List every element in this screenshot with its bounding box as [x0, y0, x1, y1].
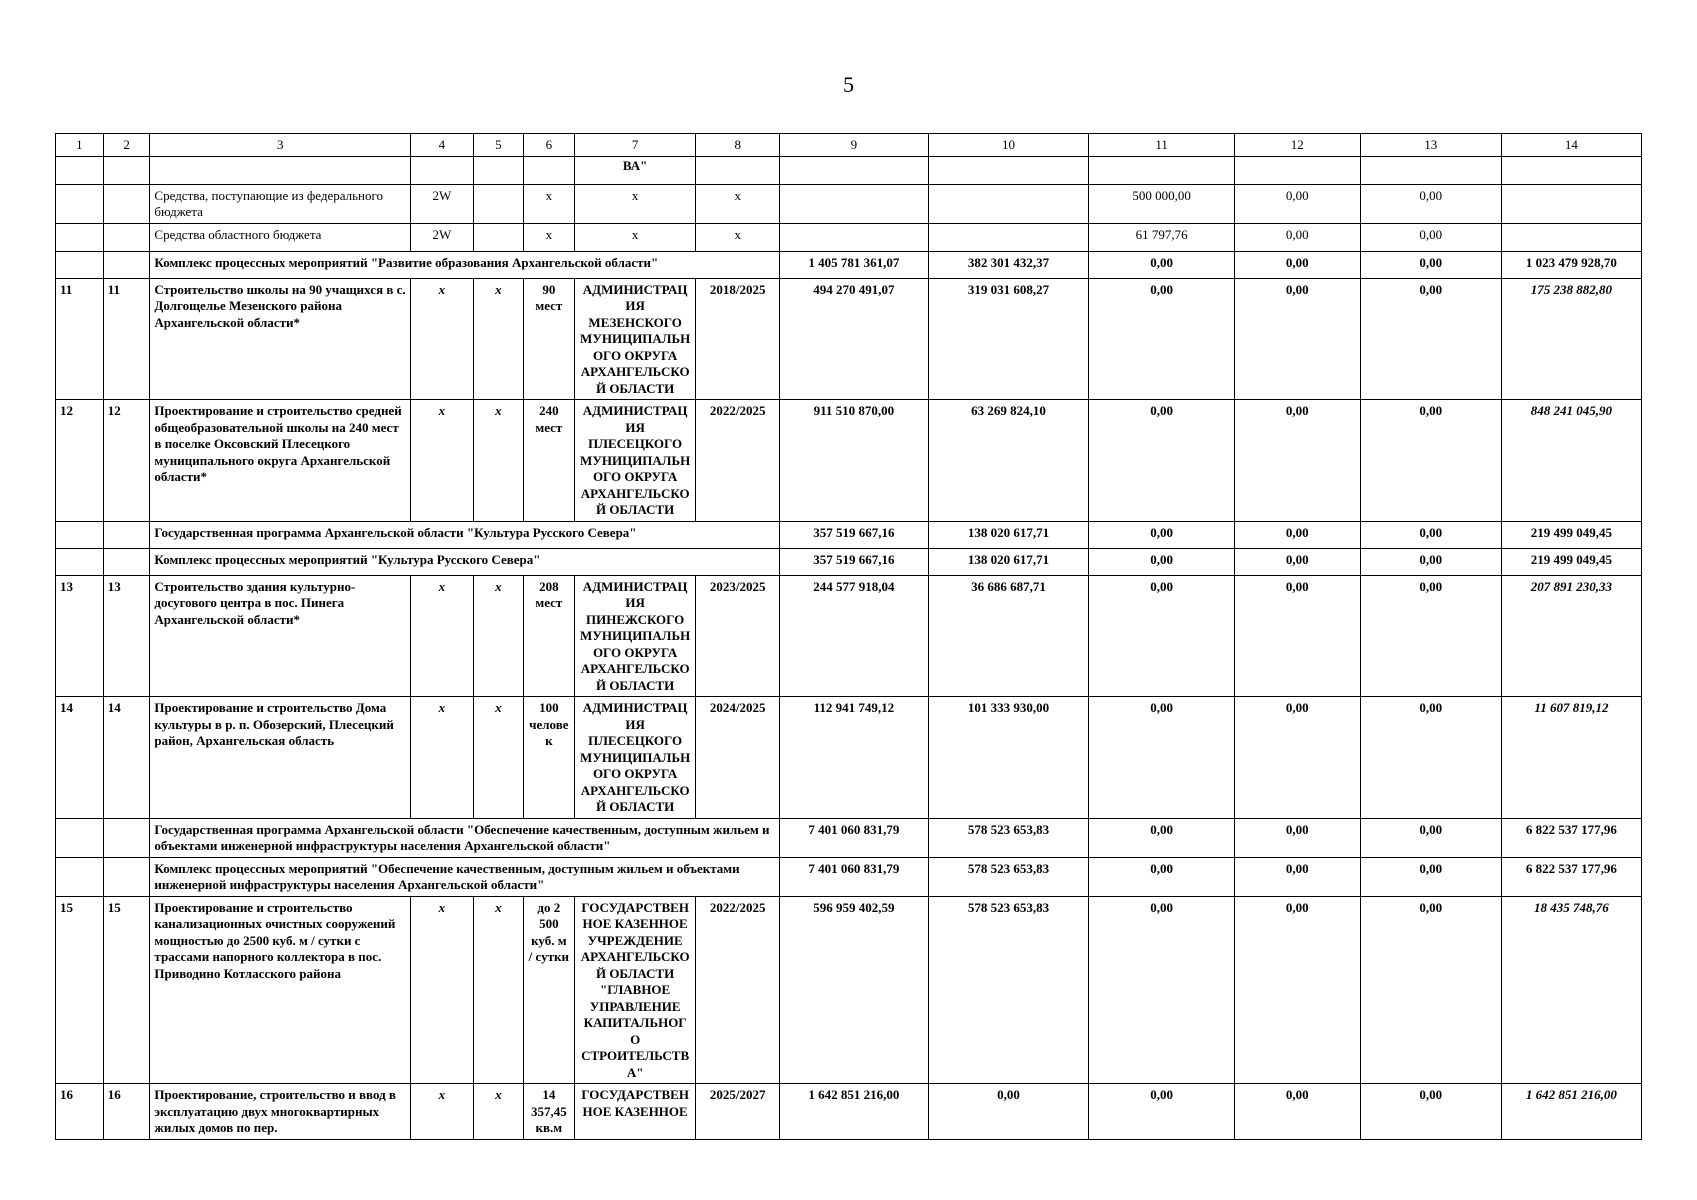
amount-cell: 0,00	[1089, 857, 1234, 896]
cell	[103, 184, 150, 223]
row-number: 11	[56, 278, 104, 400]
cell	[103, 223, 150, 251]
object-name: Строительство здания культурно-досугового центра в пос. Пинега Архангельской области*	[150, 575, 411, 697]
amount-cell: 138 020 617,71	[928, 548, 1089, 575]
table-row	[56, 400, 1642, 522]
amount-cell: 0,00	[1360, 184, 1501, 223]
cell	[1501, 223, 1641, 251]
cell	[780, 156, 929, 184]
group-title: Комплекс процессных мероприятий "Развитие образования Архангельской области"	[150, 251, 780, 278]
table-row-group	[56, 818, 1642, 857]
amount-cell: 357 519 667,16	[780, 548, 929, 575]
amount-cell: 0,00	[1234, 896, 1360, 1084]
col-header-4: 4	[410, 134, 473, 157]
cell	[1234, 156, 1360, 184]
amount-cell: 63 269 824,10	[928, 400, 1089, 522]
amount-cell: 1 642 851 216,00	[780, 1084, 929, 1140]
amount-cell: 18 435 748,76	[1501, 896, 1641, 1084]
cell	[473, 184, 523, 223]
code-cell: х	[473, 575, 523, 697]
amount-cell: 0,00	[1234, 521, 1360, 548]
period-cell: 2022/2025	[696, 400, 780, 522]
table-row	[56, 156, 1642, 184]
cell	[696, 156, 780, 184]
code-cell: 2W	[410, 223, 473, 251]
amount-cell: 0,00	[1360, 896, 1501, 1084]
period-cell: 2023/2025	[696, 575, 780, 697]
object-name: Проектирование и строительство Дома культуры в р. п. Обозерский, Плесецкий район, Архангельская область	[150, 697, 411, 819]
row-number: 15	[103, 896, 150, 1084]
code-cell: х	[410, 575, 473, 697]
amount-cell: 0,00	[1234, 400, 1360, 522]
amount-cell: 578 523 653,83	[928, 857, 1089, 896]
table-row	[56, 575, 1642, 697]
col-header-13: 13	[1360, 134, 1501, 157]
code-cell: х	[410, 278, 473, 400]
amount-cell: 0,00	[928, 1084, 1089, 1140]
amount-cell: 578 523 653,83	[928, 818, 1089, 857]
capacity-cell: 100 человек	[523, 697, 574, 819]
amount-cell: 0,00	[1089, 521, 1234, 548]
cell	[103, 818, 150, 857]
table-row	[56, 896, 1642, 1084]
object-name: Строительство школы на 90 учащихся в с. Долгощелье Мезенского района Архангельской области*	[150, 278, 411, 400]
code-cell: х	[473, 896, 523, 1084]
cell	[150, 156, 411, 184]
cell	[473, 156, 523, 184]
group-title: Государственная программа Архангельской области "Культура Русского Севера"	[150, 521, 780, 548]
capacity-cell: до 2 500 куб. м / сутки	[523, 896, 574, 1084]
row-number: 12	[56, 400, 104, 522]
period-cell: х	[696, 184, 780, 223]
cell	[1360, 156, 1501, 184]
col-header-6: 6	[523, 134, 574, 157]
code-cell: х	[473, 400, 523, 522]
cell	[473, 223, 523, 251]
table-row-group	[56, 548, 1642, 575]
code-cell: х	[410, 400, 473, 522]
row-number: 11	[103, 278, 150, 400]
group-title: Комплекс процессных мероприятий "Культура Русского Севера"	[150, 548, 780, 575]
source-name: Средства областного бюджета	[150, 223, 411, 251]
cell	[1501, 156, 1641, 184]
amount-cell: 1 023 479 928,70	[1501, 251, 1641, 278]
object-name: Проектирование и строительство средней общеобразовательной школы на 240 мест в поселке Оксовский Плесецкого муниципального округа Архангельской области*	[150, 400, 411, 522]
group-title: Комплекс процессных мероприятий "Обеспечение качественным, доступным жильем и объектами инженерной инфраструктуры населения Архангельской области"	[150, 857, 780, 896]
amount-cell: 0,00	[1089, 548, 1234, 575]
amount-cell: 0,00	[1234, 857, 1360, 896]
row-number: 13	[103, 575, 150, 697]
responsible-cell: АДМИНИСТРАЦИЯ ПЛЕСЕЦКОГО МУНИЦИПАЛЬНОГО ОКРУГА АРХАНГЕЛЬСКОЙ ОБЛАСТИ	[574, 400, 696, 522]
amount-cell: 911 510 870,00	[780, 400, 929, 522]
amount-cell: 0,00	[1360, 575, 1501, 697]
amount-cell: 101 333 930,00	[928, 697, 1089, 819]
amount-cell: 0,00	[1234, 575, 1360, 697]
amount-cell: 7 401 060 831,79	[780, 818, 929, 857]
period-cell: 2018/2025	[696, 278, 780, 400]
cell	[780, 223, 929, 251]
col-header-12: 12	[1234, 134, 1360, 157]
amount-cell: 319 031 608,27	[928, 278, 1089, 400]
period-cell: х	[696, 223, 780, 251]
cell	[56, 521, 104, 548]
responsible-cell: АДМИНИСТРАЦИЯ ПЛЕСЕЦКОГО МУНИЦИПАЛЬНОГО ОКРУГА АРХАНГЕЛЬСКОЙ ОБЛАСТИ	[574, 697, 696, 819]
cell	[928, 223, 1089, 251]
capacity-cell: 14 357,45 кв.м	[523, 1084, 574, 1140]
col-header-10: 10	[928, 134, 1089, 157]
cell	[410, 156, 473, 184]
code-cell: 2W	[410, 184, 473, 223]
row-number: 16	[103, 1084, 150, 1140]
cell	[103, 156, 150, 184]
amount-cell: 0,00	[1360, 548, 1501, 575]
table-row	[56, 278, 1642, 400]
code-cell: х	[410, 697, 473, 819]
amount-cell: 0,00	[1234, 1084, 1360, 1140]
amount-cell: 0,00	[1089, 278, 1234, 400]
cell	[56, 156, 104, 184]
amount-cell: 1 642 851 216,00	[1501, 1084, 1641, 1140]
code-cell: х	[473, 1084, 523, 1140]
amount-cell: 219 499 049,45	[1501, 548, 1641, 575]
col-header-9: 9	[780, 134, 929, 157]
cell	[56, 857, 104, 896]
cell	[56, 818, 104, 857]
row-number: 13	[56, 575, 104, 697]
row-number: 16	[56, 1084, 104, 1140]
amount-cell: 0,00	[1089, 896, 1234, 1084]
amount-cell: 0,00	[1089, 818, 1234, 857]
amount-cell: 0,00	[1089, 697, 1234, 819]
responsible-cell: ГОСУДАРСТВЕННОЕ КАЗЕННОЕ УЧРЕЖДЕНИЕ АРХАНГЕЛЬСКОЙ ОБЛАСТИ "ГЛАВНОЕ УПРАВЛЕНИЕ КАПИТАЛЬНОГО СТРОИТЕЛЬСТВА"	[574, 896, 696, 1084]
amount-cell: 6 822 537 177,96	[1501, 818, 1641, 857]
col-header-11: 11	[1089, 134, 1234, 157]
object-name: Проектирование, строительство и ввод в эксплуатацию двух многоквартирных жилых домов по пер.	[150, 1084, 411, 1140]
amount-cell: 494 270 491,07	[780, 278, 929, 400]
col-header-5: 5	[473, 134, 523, 157]
amount-cell: 0,00	[1234, 251, 1360, 278]
amount-cell: 1 405 781 361,07	[780, 251, 929, 278]
period-cell: 2024/2025	[696, 697, 780, 819]
table-row	[56, 184, 1642, 223]
cell	[928, 156, 1089, 184]
amount-cell: 244 577 918,04	[780, 575, 929, 697]
col-header-8: 8	[696, 134, 780, 157]
amount-cell: 0,00	[1360, 278, 1501, 400]
responsible-cell: х	[574, 223, 696, 251]
group-title: Государственная программа Архангельской области "Обеспечение качественным, доступным жильем и объектами инженерной инфраструктуры населения Архангельской области"	[150, 818, 780, 857]
amount-cell: 0,00	[1089, 251, 1234, 278]
capacity-cell: 208 мест	[523, 575, 574, 697]
period-cell: 2025/2027	[696, 1084, 780, 1140]
responsible-cell: ВА"	[574, 156, 696, 184]
table-row	[56, 223, 1642, 251]
amount-cell: 0,00	[1360, 223, 1501, 251]
period-cell: 2022/2025	[696, 896, 780, 1084]
amount-cell: 382 301 432,37	[928, 251, 1089, 278]
amount-cell: 175 238 882,80	[1501, 278, 1641, 400]
amount-cell: 0,00	[1089, 400, 1234, 522]
code-cell: х	[473, 697, 523, 819]
amount-cell: 0,00	[1360, 697, 1501, 819]
table-row-group	[56, 521, 1642, 548]
amount-cell: 0,00	[1360, 1084, 1501, 1140]
table-row	[56, 697, 1642, 819]
amount-cell: 138 020 617,71	[928, 521, 1089, 548]
amount-cell: 0,00	[1360, 251, 1501, 278]
col-header-2: 2	[103, 134, 150, 157]
cell	[523, 156, 574, 184]
cell	[103, 251, 150, 278]
amount-cell: 357 519 667,16	[780, 521, 929, 548]
amount-cell: 0,00	[1234, 697, 1360, 819]
amount-cell: 6 822 537 177,96	[1501, 857, 1641, 896]
amount-cell: 36 686 687,71	[928, 575, 1089, 697]
col-header-3: 3	[150, 134, 411, 157]
cell	[56, 548, 104, 575]
amount-cell: 596 959 402,59	[780, 896, 929, 1084]
amount-cell: 0,00	[1089, 575, 1234, 697]
cell	[1089, 156, 1234, 184]
code-cell: х	[410, 896, 473, 1084]
row-number: 12	[103, 400, 150, 522]
amount-cell: 0,00	[1089, 1084, 1234, 1140]
cell	[1501, 184, 1641, 223]
data-table	[55, 133, 1642, 1140]
cell	[103, 521, 150, 548]
capacity-cell: 240 мест	[523, 400, 574, 522]
amount-cell: 0,00	[1234, 818, 1360, 857]
amount-cell: 0,00	[1234, 223, 1360, 251]
amount-cell: 0,00	[1234, 278, 1360, 400]
capacity-cell: х	[523, 223, 574, 251]
cell	[103, 548, 150, 575]
amount-cell: 0,00	[1360, 818, 1501, 857]
row-number: 15	[56, 896, 104, 1084]
amount-cell: 848 241 045,90	[1501, 400, 1641, 522]
cell	[928, 184, 1089, 223]
amount-cell: 0,00	[1360, 521, 1501, 548]
table-row	[56, 1084, 1642, 1140]
amount-cell: 0,00	[1360, 400, 1501, 522]
row-number: 14	[56, 697, 104, 819]
amount-cell: 578 523 653,83	[928, 896, 1089, 1084]
amount-cell: 219 499 049,45	[1501, 521, 1641, 548]
table-row-group	[56, 857, 1642, 896]
responsible-cell: ГОСУДАРСТВЕННОЕ КАЗЕННОЕ	[574, 1084, 696, 1140]
responsible-cell: х	[574, 184, 696, 223]
code-cell: х	[473, 278, 523, 400]
cell	[103, 857, 150, 896]
amount-cell: 500 000,00	[1089, 184, 1234, 223]
amount-cell: 0,00	[1234, 548, 1360, 575]
cell	[780, 184, 929, 223]
cell	[56, 184, 104, 223]
responsible-cell: АДМИНИСТРАЦИЯ МЕЗЕНСКОГО МУНИЦИПАЛЬНОГО ОКРУГА АРХАНГЕЛЬСКОЙ ОБЛАСТИ	[574, 278, 696, 400]
column-number-row	[56, 134, 1642, 157]
table-row-group	[56, 251, 1642, 278]
col-header-14: 14	[1501, 134, 1641, 157]
cell	[56, 251, 104, 278]
amount-cell: 112 941 749,12	[780, 697, 929, 819]
row-number: 14	[103, 697, 150, 819]
source-name: Средства, поступающие из федерального бюджета	[150, 184, 411, 223]
capacity-cell: 90 мест	[523, 278, 574, 400]
amount-cell: 0,00	[1360, 857, 1501, 896]
amount-cell: 7 401 060 831,79	[780, 857, 929, 896]
page-number: 5	[843, 72, 854, 97]
responsible-cell: АДМИНИСТРАЦИЯ ПИНЕЖСКОГО МУНИЦИПАЛЬНОГО ОКРУГА АРХАНГЕЛЬСКОЙ ОБЛАСТИ	[574, 575, 696, 697]
code-cell: х	[410, 1084, 473, 1140]
amount-cell: 0,00	[1234, 184, 1360, 223]
amount-cell: 11 607 819,12	[1501, 697, 1641, 819]
col-header-7: 7	[574, 134, 696, 157]
amount-cell: 207 891 230,33	[1501, 575, 1641, 697]
amount-cell: 61 797,76	[1089, 223, 1234, 251]
cell	[56, 223, 104, 251]
col-header-1: 1	[56, 134, 104, 157]
object-name: Проектирование и строительство канализационных очистных сооружений мощностью до 2500 куб. м / сутки с трассами напорного коллектора в пос. Приводино Котласского района	[150, 896, 411, 1084]
capacity-cell: х	[523, 184, 574, 223]
